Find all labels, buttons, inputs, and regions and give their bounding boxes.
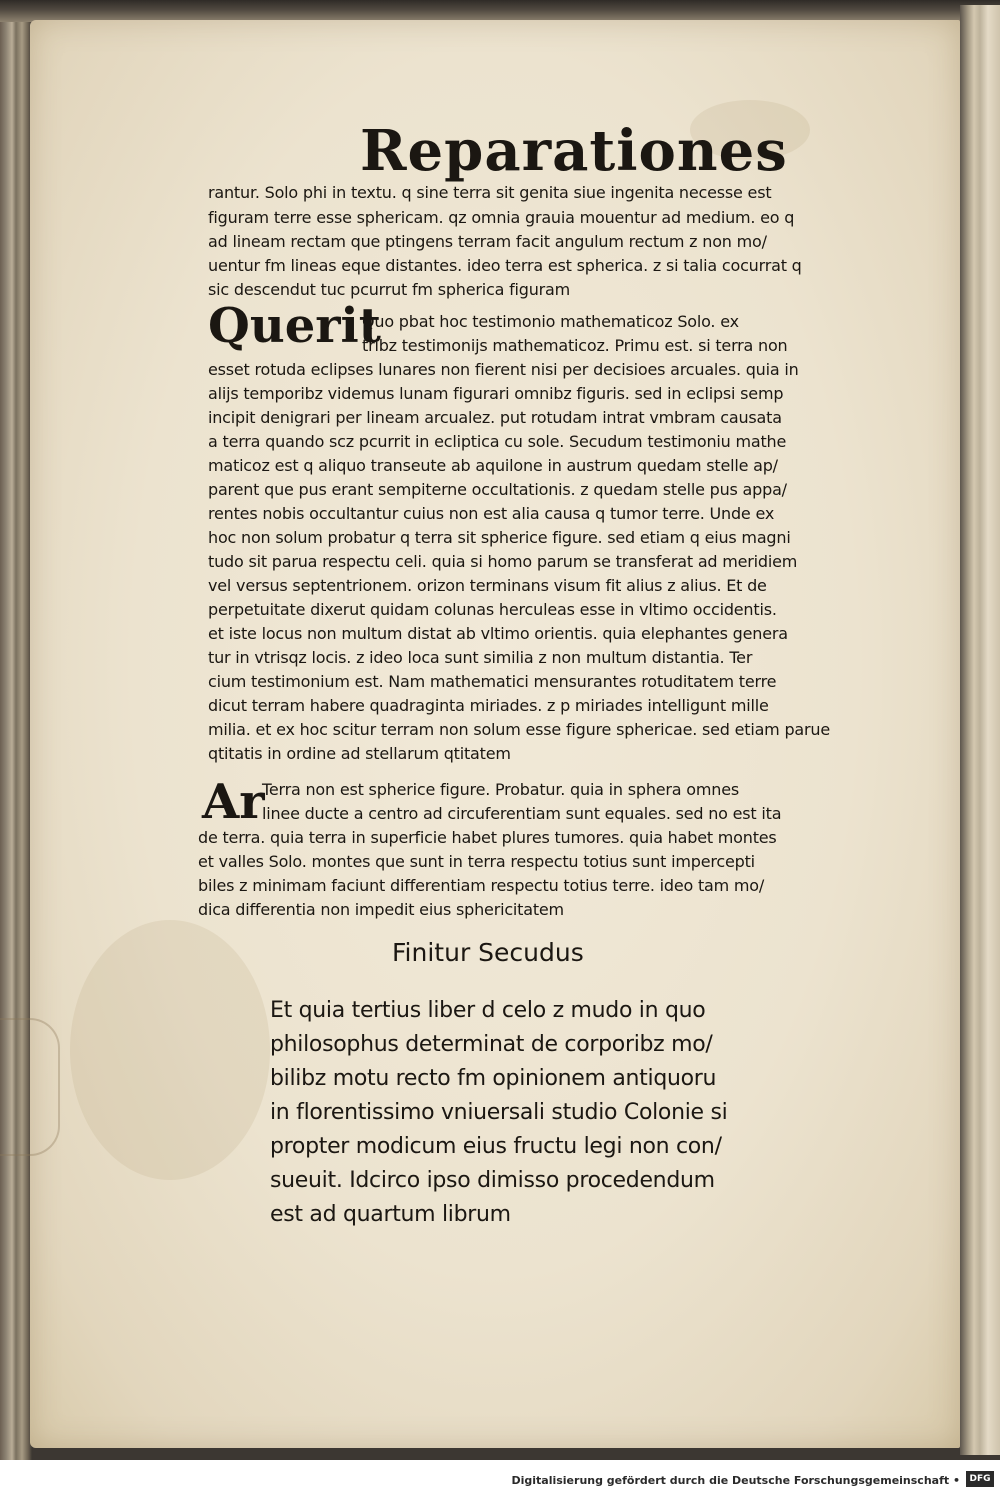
text-line: bilibz motu recto fm opinionem antiquoru — [270, 1066, 717, 1091]
text-line: de terra. quia terra in superficie habet plures tumores. quia habet montes — [198, 828, 777, 847]
text-line: figuram terre esse sphericam. qz omnia grauia mouentur ad medium. eo q — [208, 208, 795, 227]
text-line: dicut terram habere quadraginta miriades. z p miriades intelligunt mille — [208, 696, 769, 715]
text-line: Terra non est spherice figure. Probatur. quia in sphera omnes — [262, 780, 739, 799]
text-line: hoc non solum probatur q terra sit spherice figure. sed etiam q eius magni — [208, 528, 791, 547]
running-head: Reparationes — [360, 118, 788, 184]
text-line: dica differentia non impedit eius sphericitatem — [198, 900, 564, 919]
text-line: philosophus determinat de corporibz mo/ — [270, 1032, 713, 1057]
text-line: propter modicum eius fructu legi non con/ — [270, 1134, 722, 1159]
text-line: cium testimonium est. Nam mathematici mensurantes rotuditatem terre — [208, 672, 777, 691]
text-line: perpetuitate dixerut quidam colunas herculeas esse in vltimo occidentis. — [208, 600, 777, 619]
text-line: uentur fm lineas eque distantes. ideo terra est spherica. z si talia cocurrat q — [208, 256, 802, 275]
arguitur-initial: Ar — [202, 774, 265, 830]
section-end-heading: Finitur Secudus — [392, 938, 584, 967]
text-line: maticoz est q aliquo transeute ab aquilone in austrum quedam stelle ap/ — [208, 456, 778, 475]
text-line: vel versus septentrionem. orizon terminans visum fit alius z alius. Et de — [208, 576, 767, 595]
text-line: et valles Solo. montes que sunt in terra respectu totius sunt impercepti — [198, 852, 755, 871]
text-line: biles z minimam faciunt differentiam respectu totius terre. ideo tam mo/ — [198, 876, 765, 895]
text-line: esset rotuda eclipses lunares non fierent nisi per decisioes arcuales. quia in — [208, 360, 799, 379]
text-line: milia. et ex hoc scitur terram non solum esse figure sphericae. sed etiam parue — [208, 720, 830, 739]
text-line: in florentissimo vniuersali studio Colonie si — [270, 1100, 728, 1125]
text-line: rantur. Solo phi in textu. q sine terra sit genita siue ingenita necesse est — [208, 183, 772, 202]
text-line: Et quia tertius liber d celo z mudo in quo — [270, 998, 706, 1023]
text-line: tur in vtrisqz locis. z ideo loca sunt similia z non multum distantia. Ter — [208, 648, 753, 667]
text-line: est ad quartum librum — [270, 1202, 511, 1227]
paper-stain — [70, 920, 270, 1180]
text-line: tribz testimonijs mathematicoz. Primu est. si terra non — [362, 336, 788, 355]
text-line: linee ducte a centro ad circuferentiam sunt equales. sed no est ita — [262, 804, 782, 823]
text-line: ad lineam rectam que ptingens terram facit angulum rectum z non mo/ — [208, 232, 767, 251]
text-line: qtitatis in ordine ad stellarum qtitatem — [208, 744, 511, 763]
text-line: a terra quando scz pcurrit in ecliptica cu sole. Secudum testimoniu mathe — [208, 432, 787, 451]
text-line: tudo sit parua respectu celi. quia si homo parum se transferat ad meridiem — [208, 552, 798, 571]
queritur-initial: Querit — [208, 298, 381, 354]
text-line: sueuit. Idcirco ipso dimisso procedendum — [270, 1168, 715, 1193]
clasp-impression — [0, 1018, 60, 1156]
text-line: rentes nobis occultantur cuius non est alia causa q tumor terre. Unde ex — [208, 504, 775, 523]
text-line: Quo pbat hoc testimonio mathematicoz Solo. ex — [362, 312, 739, 331]
book-top-edge — [0, 0, 1000, 22]
text-line: sic descendut tuc pcurrut fm spherica figuram — [208, 280, 571, 299]
footer-credit: Digitalisierung gefördert durch die Deutsche Forschungsgemeinschaft • — [511, 1474, 960, 1487]
text-line: incipit denigrari per lineam arcualez. put rotudam intrat vmbram causata — [208, 408, 782, 427]
dfg-logo: DFG — [966, 1471, 994, 1487]
text-line: parent que pus erant sempiterne occultationis. z quedam stelle pus appa/ — [208, 480, 787, 499]
text-line: alijs temporibz videmus lunam figurari omnibz figuris. sed in eclipsi semp — [208, 384, 784, 403]
text-line: et iste locus non multum distat ab vltimo orientis. quia elephantes genera — [208, 624, 788, 643]
page-stack-edge — [960, 5, 1000, 1455]
